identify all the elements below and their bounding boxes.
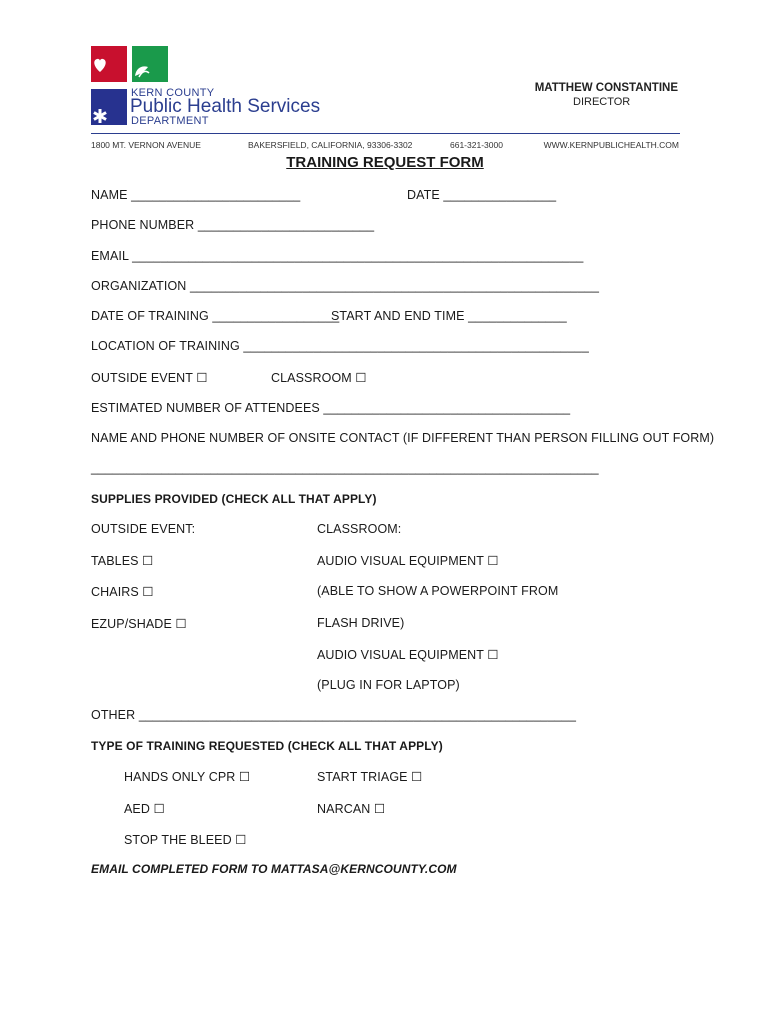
- date-of-training-field[interactable]: DATE OF TRAINING __________________: [91, 309, 340, 323]
- stop-the-bleed-checkbox[interactable]: STOP THE BLEED ☐: [124, 833, 247, 847]
- training-heading: TYPE OF TRAINING REQUESTED (CHECK ALL THAT APPLY): [91, 739, 443, 753]
- director-name: MATTHEW CONSTANTINE: [534, 82, 678, 94]
- tables-checkbox[interactable]: TABLES ☐: [91, 554, 154, 568]
- logo-county-text: KERN COUNTY: [131, 87, 215, 99]
- supplies-heading: SUPPLIES PROVIDED (CHECK ALL THAT APPLY): [91, 492, 377, 506]
- av-equipment-note-3: (PLUG IN FOR LAPTOP): [317, 678, 460, 692]
- classroom-checkbox[interactable]: CLASSROOM ☐: [271, 371, 367, 385]
- chairs-checkbox[interactable]: CHAIRS ☐: [91, 585, 154, 599]
- organization-field[interactable]: ORGANIZATION __________________________________________________________: [91, 279, 599, 293]
- outside-event-checkbox[interactable]: OUTSIDE EVENT ☐: [91, 371, 208, 385]
- city-text: BAKERSFIELD, CALIFORNIA, 93306-3302: [248, 140, 413, 150]
- letterhead-rule: [91, 133, 680, 134]
- onsite-contact-field[interactable]: ________________________________________________________________________: [91, 461, 599, 475]
- logo-department-text: DEPARTMENT: [131, 115, 209, 127]
- av-equipment-note-1: (ABLE TO SHOW A POWERPOINT FROM: [317, 584, 559, 598]
- phone-text: 661-321-3000: [450, 140, 503, 150]
- supplies-classroom-heading: CLASSROOM:: [317, 522, 402, 536]
- logo-blue-square: [91, 89, 127, 125]
- start-end-time-field[interactable]: START AND END TIME ______________: [331, 309, 567, 323]
- av-equipment-checkbox-2[interactable]: AUDIO VISUAL EQUIPMENT ☐: [317, 648, 499, 662]
- address-text: 1800 MT. VERNON AVENUE: [91, 140, 201, 150]
- ezup-shade-checkbox[interactable]: EZUP/SHADE ☐: [91, 617, 187, 631]
- leaf-icon: [132, 46, 168, 82]
- aed-checkbox[interactable]: AED ☐: [124, 802, 165, 816]
- heart-icon: [91, 46, 127, 82]
- supplies-outside-heading: OUTSIDE EVENT:: [91, 522, 196, 536]
- logo-green-square: [132, 46, 168, 82]
- website-text: WWW.KERNPUBLICHEALTH.COM: [543, 140, 679, 150]
- onsite-contact-label: NAME AND PHONE NUMBER OF ONSITE CONTACT (IF DIFFERENT THAN PERSON FILLING OUT FORM): [91, 431, 715, 445]
- name-field[interactable]: NAME ________________________: [91, 188, 301, 202]
- logo-public-health-text: Public Health Services: [130, 96, 321, 117]
- av-equipment-note-2: FLASH DRIVE): [317, 616, 405, 630]
- footer-email-instruction: EMAIL COMPLETED FORM TO MATTASA@KERNCOUNTY.COM: [91, 862, 457, 876]
- medical-star-icon: [91, 89, 127, 125]
- logo-red-square: [91, 46, 127, 82]
- start-triage-checkbox[interactable]: START TRIAGE ☐: [317, 770, 423, 784]
- other-field[interactable]: OTHER ______________________________________________________________: [91, 708, 577, 722]
- email-field[interactable]: EMAIL ________________________________________________________________: [91, 249, 584, 263]
- attendees-field[interactable]: ESTIMATED NUMBER OF ATTENDEES ___________________________________: [91, 401, 571, 415]
- av-equipment-checkbox-1[interactable]: AUDIO VISUAL EQUIPMENT ☐: [317, 554, 499, 568]
- date-field[interactable]: DATE ________________: [407, 188, 557, 202]
- phone-field[interactable]: PHONE NUMBER _________________________: [91, 218, 375, 232]
- form-title: TRAINING REQUEST FORM: [286, 154, 484, 171]
- director-title: DIRECTOR: [573, 96, 631, 108]
- location-field[interactable]: LOCATION OF TRAINING _________________________________________________: [91, 339, 589, 353]
- narcan-checkbox[interactable]: NARCAN ☐: [317, 802, 386, 816]
- hands-only-cpr-checkbox[interactable]: HANDS ONLY CPR ☐: [124, 770, 251, 784]
